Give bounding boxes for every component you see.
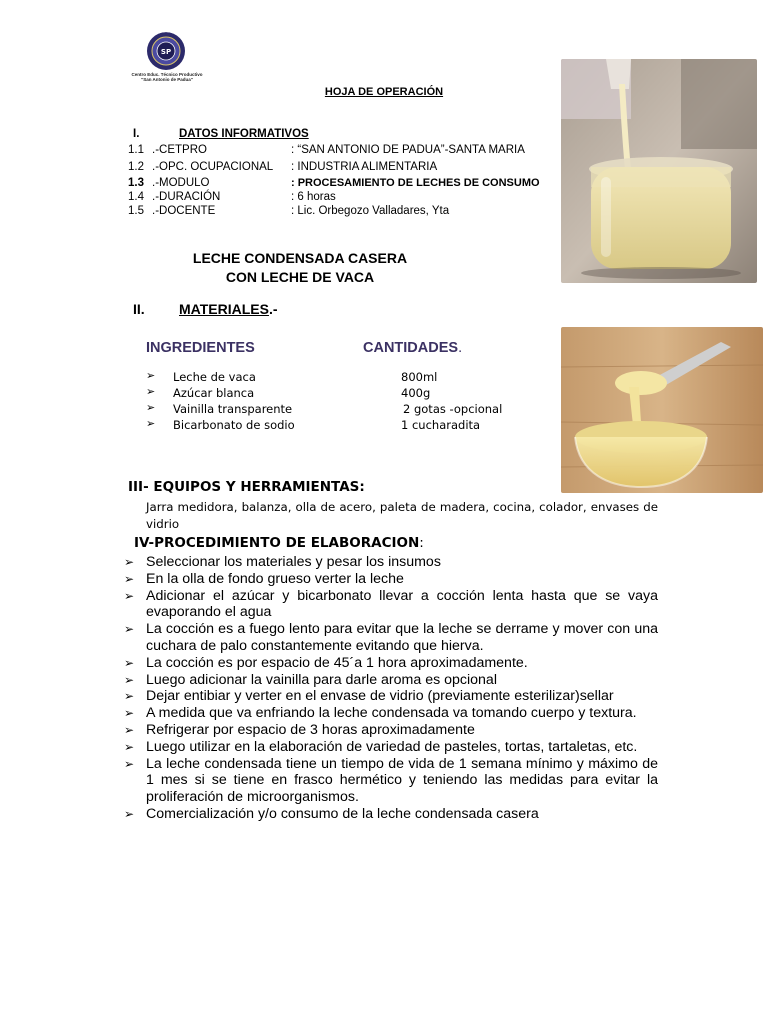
list-item: [124, 722, 658, 739]
list-item: [124, 806, 658, 823]
page-title: HOJA DE OPERACIÓN: [324, 86, 444, 98]
info-row-5-value: : Lic. Orbegozo Valladares, Yta: [291, 205, 450, 217]
info-row-3-number: 1.3: [128, 177, 144, 189]
info-row-1-label: .-CETPRO: [152, 144, 207, 156]
section-iv-title: [134, 535, 424, 551]
list-item: [124, 621, 658, 655]
ingredient-qty-2: 400g: [401, 386, 431, 400]
bullet-arrow-icon: ➢: [124, 555, 135, 569]
ingredients-heading: INGREDIENTES: [146, 340, 255, 356]
procedure-step-text: A medida que va enfriando la leche condensada va tomando cuerpo y textura.: [146, 705, 637, 722]
info-row-5-number: 1.5: [128, 205, 144, 217]
info-row-1-value: : “SAN ANTONIO DE PADUA”-SANTA MARIA: [291, 144, 525, 156]
bullet-arrow-icon: ➢: [124, 655, 135, 670]
logo-caption: Centro Educ. Técnico Productivo "San Antonio de Padua": [131, 72, 203, 82]
section-iv-title-suffix: :: [419, 535, 424, 551]
bullet-arrow-icon: ➢: [146, 417, 156, 430]
info-row-3-label: .-MODULO: [152, 177, 210, 189]
procedure-steps-list: [124, 554, 658, 823]
info-row-4-label: .-DURACIÓN: [152, 191, 221, 203]
procedure-step-text: La leche condensada tiene un tiempo de vida de 1 semana mínimo y máximo de 1 mes si se tiene en frasco hermético y teniendo las medidas para evitar la proliferación de microorganismos.: [146, 755, 658, 806]
bullet-arrow-icon: ➢: [124, 672, 135, 687]
procedure-step-text: Luego adicionar la vainilla para darle aroma es opcional: [146, 671, 497, 688]
info-row-1-number: 1.1: [128, 144, 144, 156]
bullet-arrow-icon: ➢: [124, 722, 135, 737]
ingredient-name-4: Bicarbonato de sodio: [173, 418, 295, 432]
list-item: [124, 554, 658, 571]
bullet-arrow-icon: ➢: [124, 756, 135, 771]
bullet-arrow-icon: ➢: [124, 689, 135, 704]
bullet-arrow-icon: ➢: [146, 401, 156, 414]
quantities-heading-suffix: .: [458, 340, 463, 356]
list-item: [124, 756, 658, 806]
procedure-step-text: La cocción es a fuego lento para evitar que la leche se derrame y mover con una cuchara de palo constantemente evitando que hierva.: [146, 621, 658, 654]
procedure-step-text: La cocción es por espacio de 45´a 1 hora aproximadamente.: [146, 654, 528, 671]
section-iii-title: III- EQUIPOS Y HERRAMIENTAS:: [128, 479, 365, 495]
recipe-title-line-2: CON LECHE DE VACA: [225, 269, 375, 285]
info-row-2-number: 1.2: [128, 161, 144, 173]
info-row-2-label: .-OPC. OCUPACIONAL: [152, 161, 274, 173]
section-i-title: DATOS INFORMATIVOS: [179, 128, 309, 140]
info-row-2-value: : INDUSTRIA ALIMENTARIA: [291, 161, 438, 173]
ingredient-name-3: Vainilla transparente: [173, 402, 293, 416]
list-item: [124, 655, 658, 672]
procedure-step-text: Comercialización y/o consumo de la leche condensada casera: [146, 805, 539, 822]
section-ii-title-text: MATERIALES: [179, 301, 269, 317]
section-i-number: I.: [133, 128, 140, 140]
bowl-with-spoon-photo: [561, 327, 763, 493]
list-item: [124, 588, 658, 622]
section-ii-title: [179, 301, 278, 317]
bullet-arrow-icon: ➢: [146, 385, 156, 398]
svg-text:SP: SP: [160, 48, 172, 56]
ingredient-qty-1: 800ml: [401, 370, 438, 384]
ingredient-name-2: Azúcar blanca: [173, 386, 255, 400]
bullet-arrow-icon: ➢: [124, 588, 135, 603]
procedure-step-text: Seleccionar los materiales y pesar los insumos: [146, 554, 441, 570]
info-row-4-value: : 6 horas: [291, 191, 336, 203]
section-ii-number: II.: [133, 301, 145, 317]
procedure-step-text: Luego utilizar en la elaboración de variedad de pasteles, tortas, tartaletas, etc.: [146, 738, 638, 755]
list-item: [124, 739, 658, 756]
equipment-list-text: Jarra medidora, balanza, olla de acero, paleta de madera, cocina, colador, envases de vidrio: [146, 500, 658, 531]
procedure-step-text: En la olla de fondo grueso verter la leche: [146, 570, 404, 587]
section-ii-title-suffix: .-: [268, 301, 278, 317]
quantities-heading: [363, 340, 462, 356]
bullet-arrow-icon: ➢: [124, 622, 135, 637]
info-row-3-value: : PROCESAMIENTO DE LECHES DE CONSUMO: [291, 177, 540, 189]
info-row-4-number: 1.4: [128, 191, 144, 203]
list-item: [124, 705, 658, 722]
list-item: [124, 571, 658, 588]
procedure-step-text: Adicionar el azúcar y bicarbonato llevar a cocción lenta hasta que se vaya evaporando el agua: [146, 587, 658, 621]
info-row-5-label: .-DOCENTE: [152, 205, 216, 217]
list-item: [124, 672, 658, 689]
ingredient-name-1: Leche de vaca: [173, 370, 256, 384]
bullet-arrow-icon: ➢: [146, 369, 156, 382]
recipe-title-line-1: LECHE CONDENSADA CASERA: [192, 250, 408, 266]
jar-of-condensed-milk-photo: [561, 59, 757, 283]
bullet-arrow-icon: ➢: [124, 706, 135, 721]
ingredient-qty-3: 2 gotas -opcional: [403, 402, 503, 416]
list-item: [124, 688, 658, 705]
quantities-heading-text: CANTIDADES: [363, 340, 459, 356]
procedure-step-text: Dejar entibiar y verter en el envase de vidrio (previamente esterilizar)sellar: [146, 688, 614, 705]
bullet-arrow-icon: ➢: [124, 806, 135, 821]
section-iv-title-text: IV-PROCEDIMIENTO DE ELABORACION: [134, 535, 420, 551]
bullet-arrow-icon: ➢: [124, 739, 135, 754]
procedure-step-text: Refrigerar por espacio de 3 horas aproximadamente: [146, 721, 475, 738]
bullet-arrow-icon: ➢: [124, 571, 135, 586]
ingredient-qty-4: 1 cucharadita: [401, 418, 481, 432]
